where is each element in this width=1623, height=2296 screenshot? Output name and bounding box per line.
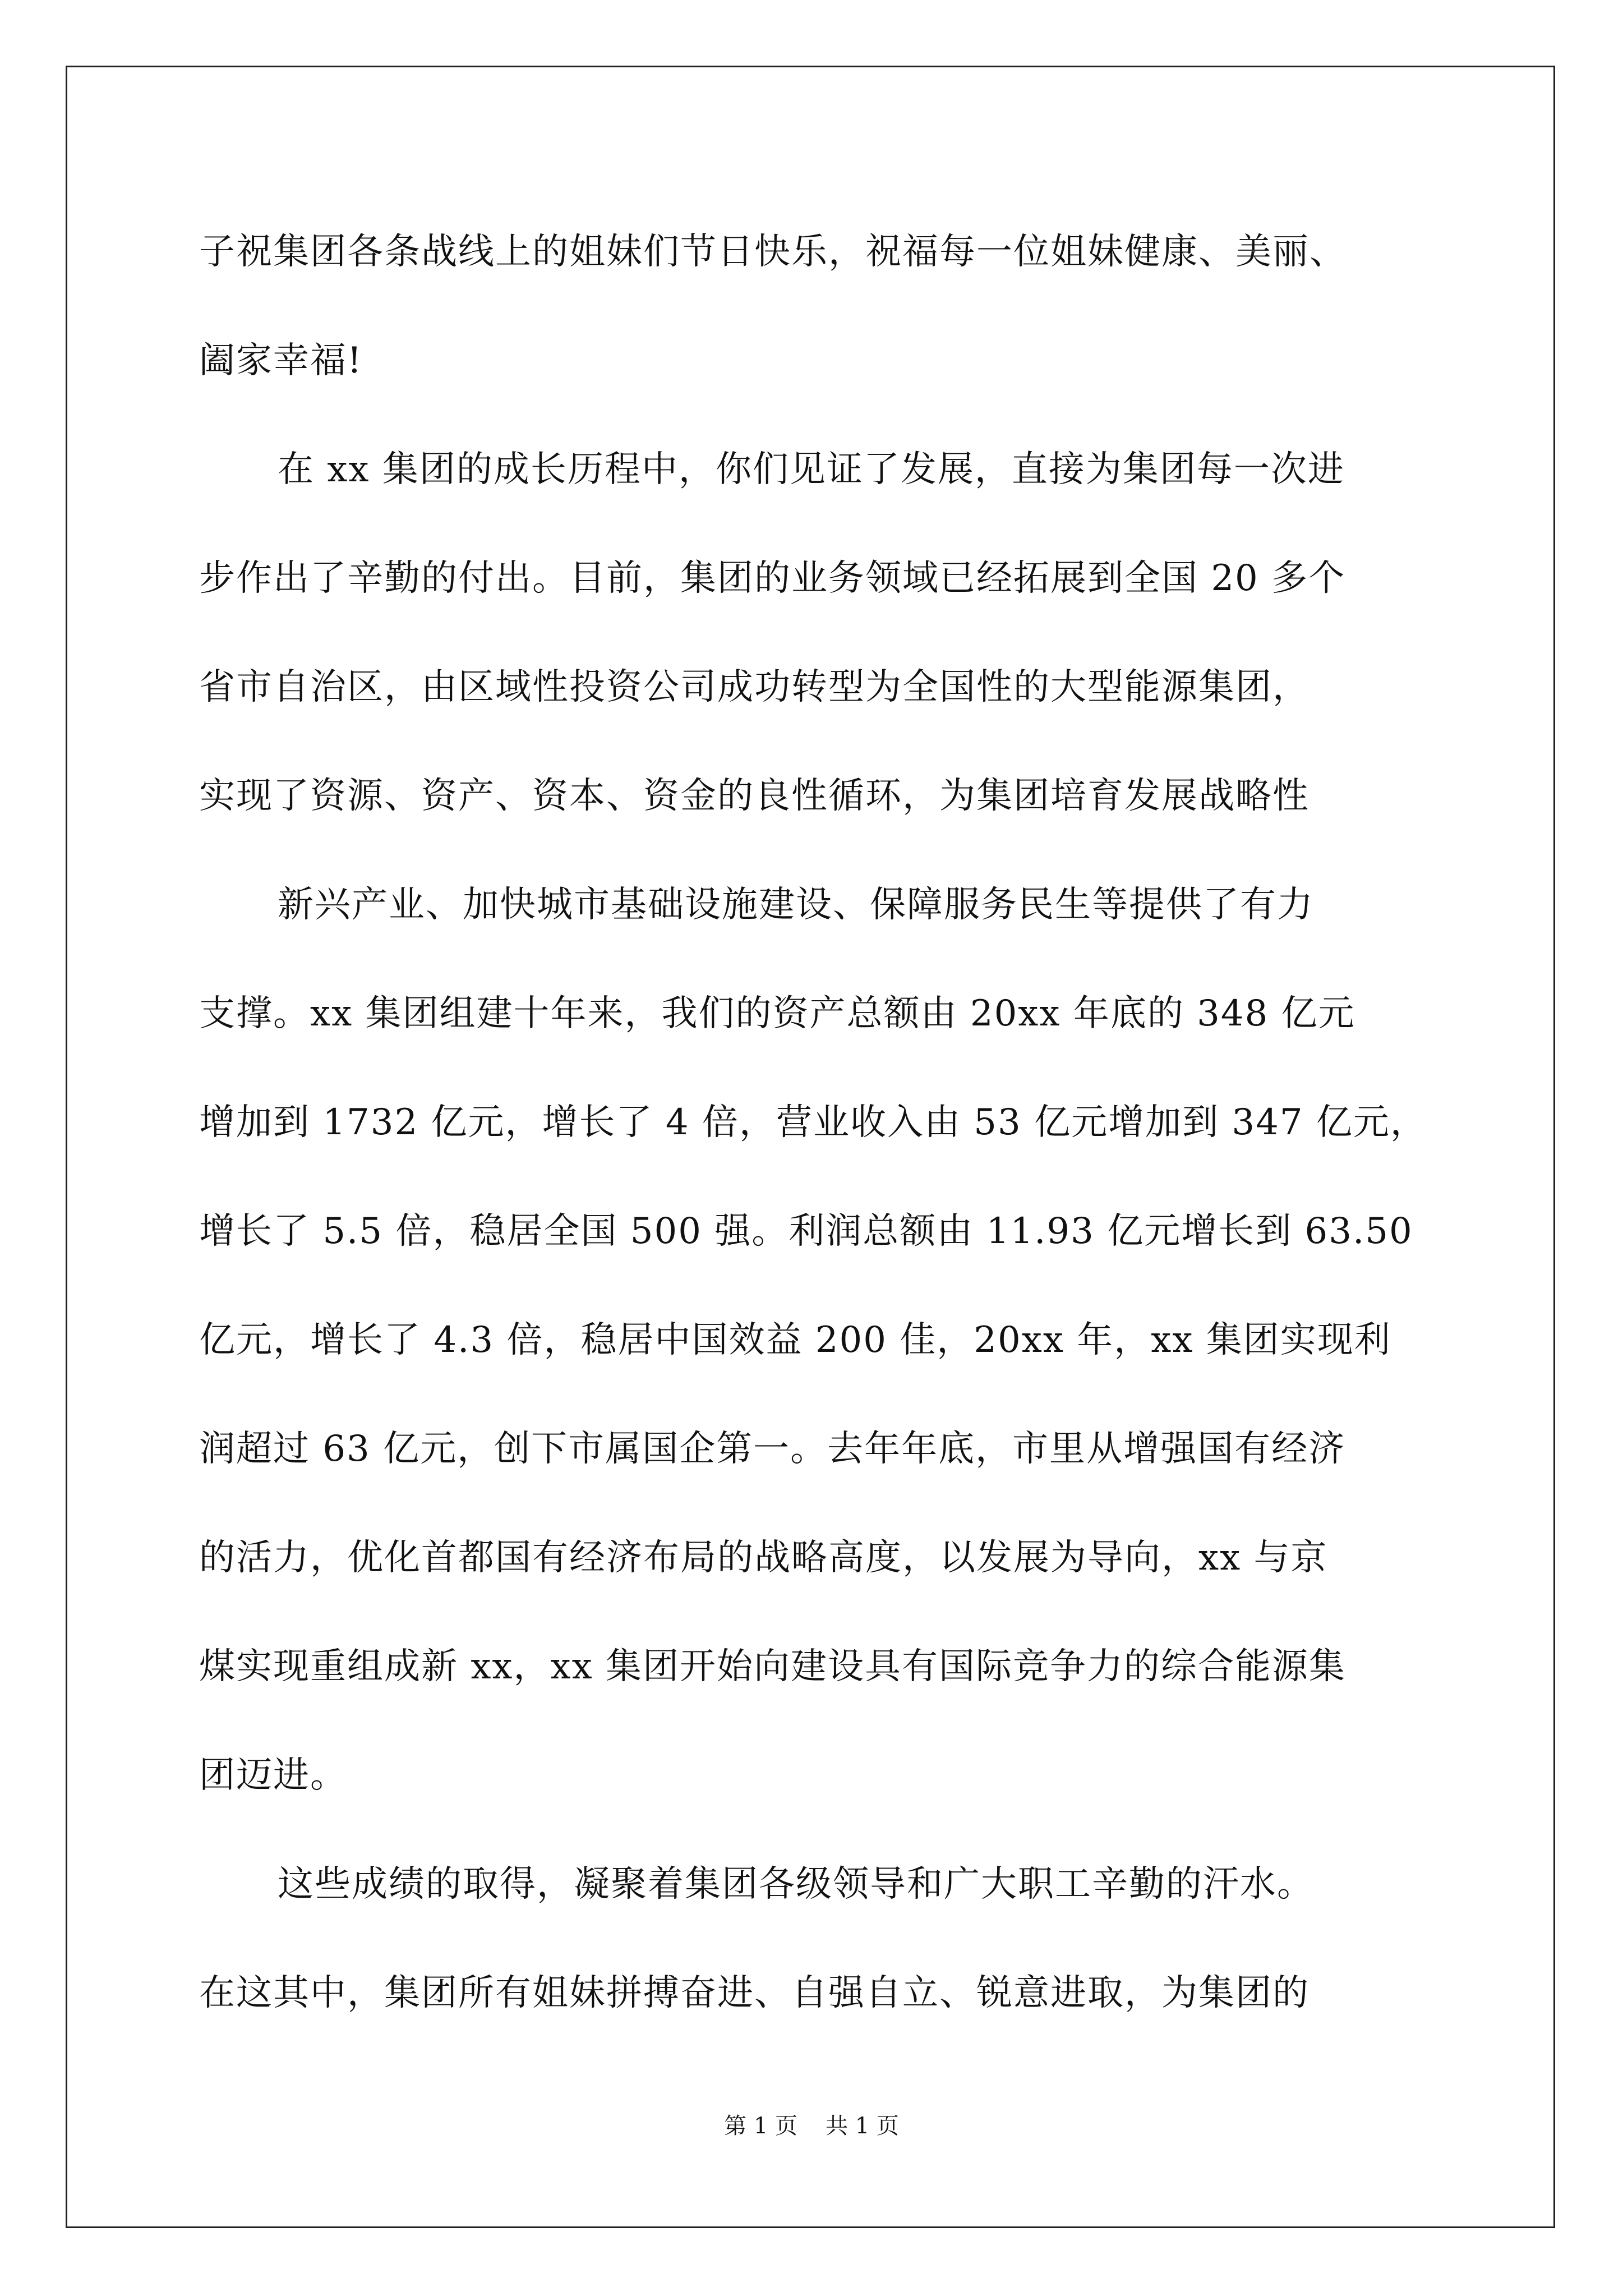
text-line: 支撑。xx 集团组建十年来，我们的资产总额由 20xx 年底的 348 亿元 (199, 993, 1355, 1034)
text-line: 增加到 1732 亿元，增长了 4 倍，营业收入由 53 亿元增加到 347 亿元， (199, 1102, 1427, 1143)
document-body (199, 197, 1433, 2047)
text-line: 增长了 5.5 倍，稳居全国 500 强。利润总额由 11.93 亿元增长到 63.50 (199, 1211, 1413, 1252)
page-total: 共 1 页 (826, 2113, 899, 2139)
text-line: 这些成绩的取得，凝聚着集团各级领导和广大职工辛勤的汗水。 (278, 1864, 1314, 1905)
text-line: 亿元，增长了 4.3 倍，稳居中国效益 200 佳，20xx 年，xx 集团实现利 (199, 1319, 1391, 1361)
page-footer (0, 2112, 1623, 2140)
text-line: 子祝集团各条战线上的姐妹们节日快乐，祝福每一位姐妹健康、美丽、 (199, 231, 1347, 273)
text-line: 实现了资源、资产、资本、资金的良性循环，为集团培育发展战略性 (199, 775, 1310, 817)
text-line: 新兴产业、加快城市基础设施建设、保障服务民生等提供了有力 (278, 884, 1314, 926)
page-number: 第 1 页 (724, 2113, 797, 2139)
text-line: 在这其中，集团所有姐妹拼搏奋进、自强自立、锐意进取，为集团的 (199, 1972, 1310, 2014)
text-line: 阖家幸福! (199, 340, 363, 381)
text-line: 煤实现重组成新 xx，xx 集团开始向建设具有国际竞争力的综合能源集 (199, 1646, 1347, 1687)
text-line: 的活力，优化首都国有经济布局的战略高度，以发展为导向，xx 与京 (199, 1537, 1328, 1579)
text-line: 步作出了辛勤的付出。目前，集团的业务领域已经拓展到全国 20 多个 (199, 558, 1346, 599)
text-line: 团迈进。 (199, 1755, 347, 1796)
text-line: 在 xx 集团的成长历程中，你们见证了发展，直接为集团每一次进 (278, 449, 1345, 490)
text-line: 润超过 63 亿元，创下市属国企第一。去年年底，市里从增强国有经济 (199, 1428, 1346, 1470)
text-line: 省市自治区，由区域性投资公司成功转型为全国性的大型能源集团， (199, 666, 1310, 708)
